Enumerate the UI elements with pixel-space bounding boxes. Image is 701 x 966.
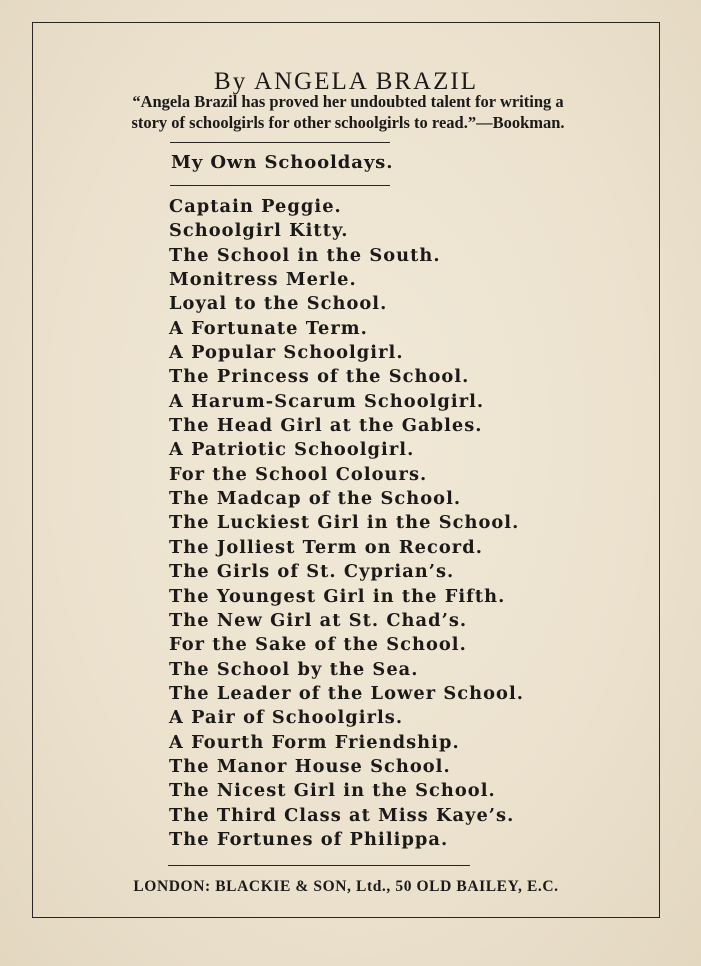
publisher-imprint: LONDON: BLACKIE & SON, Ltd., 50 OLD BAILEY, E.C. [133, 878, 559, 895]
list-item: The Madcap of the School. [169, 488, 462, 510]
quote-line-1: “Angela Brazil has proved her undoubted talent for writing a [132, 92, 564, 111]
list-item: A Harum-Scarum Schoolgirl. [169, 390, 485, 412]
list-item: For the Sake of the School. [169, 634, 467, 656]
list-item: The Jolliest Term on Record. [169, 536, 483, 558]
featured-title: My Own Schooldays. [171, 152, 394, 173]
list-item: A Fourth Form Friendship. [169, 731, 460, 753]
list-item: A Pair of Schoolgirls. [169, 707, 404, 729]
list-item: Loyal to the School. [169, 293, 388, 315]
list-item: The Girls of St. Cyprian’s. [169, 561, 455, 583]
list-item: The School in the South. [169, 244, 441, 266]
list-item: A Fortunate Term. [169, 317, 368, 339]
list-item: The Nicest Girl in the School. [169, 780, 496, 802]
list-item: Monitress Merle. [169, 269, 357, 291]
list-item: The Fortunes of Philippa. [169, 828, 449, 850]
quote-line-2: story of schoolgirls for other schoolgirls to read.”—Bookman. [131, 113, 565, 132]
page-border-frame [32, 22, 660, 918]
list-item: The New Girl at St. Chad’s. [169, 609, 468, 631]
list-item: A Patriotic Schoolgirl. [169, 439, 415, 461]
list-item: The Leader of the Lower School. [169, 682, 524, 704]
review-quote [55, 91, 641, 133]
divider-top [170, 142, 390, 143]
list-item: For the School Colours. [169, 463, 428, 485]
list-item: The Luckiest Girl in the School. [169, 512, 520, 534]
list-item: The Youngest Girl in the Fifth. [169, 585, 506, 607]
divider-under-featured [170, 185, 390, 186]
list-item: A Popular Schoolgirl. [169, 342, 404, 364]
divider-bottom [168, 865, 470, 866]
author-heading: By ANGELA BRAZIL [214, 67, 478, 95]
list-item: The Third Class at Miss Kaye’s. [169, 804, 515, 826]
list-item: The Princess of the School. [169, 366, 470, 388]
list-item: The School by the Sea. [169, 658, 419, 680]
book-title-list [169, 195, 524, 852]
list-item: The Head Girl at the Gables. [169, 415, 483, 437]
list-item: The Manor House School. [169, 755, 451, 777]
list-item: Captain Peggie. [169, 196, 342, 217]
list-item: Schoolgirl Kitty. [169, 220, 349, 242]
